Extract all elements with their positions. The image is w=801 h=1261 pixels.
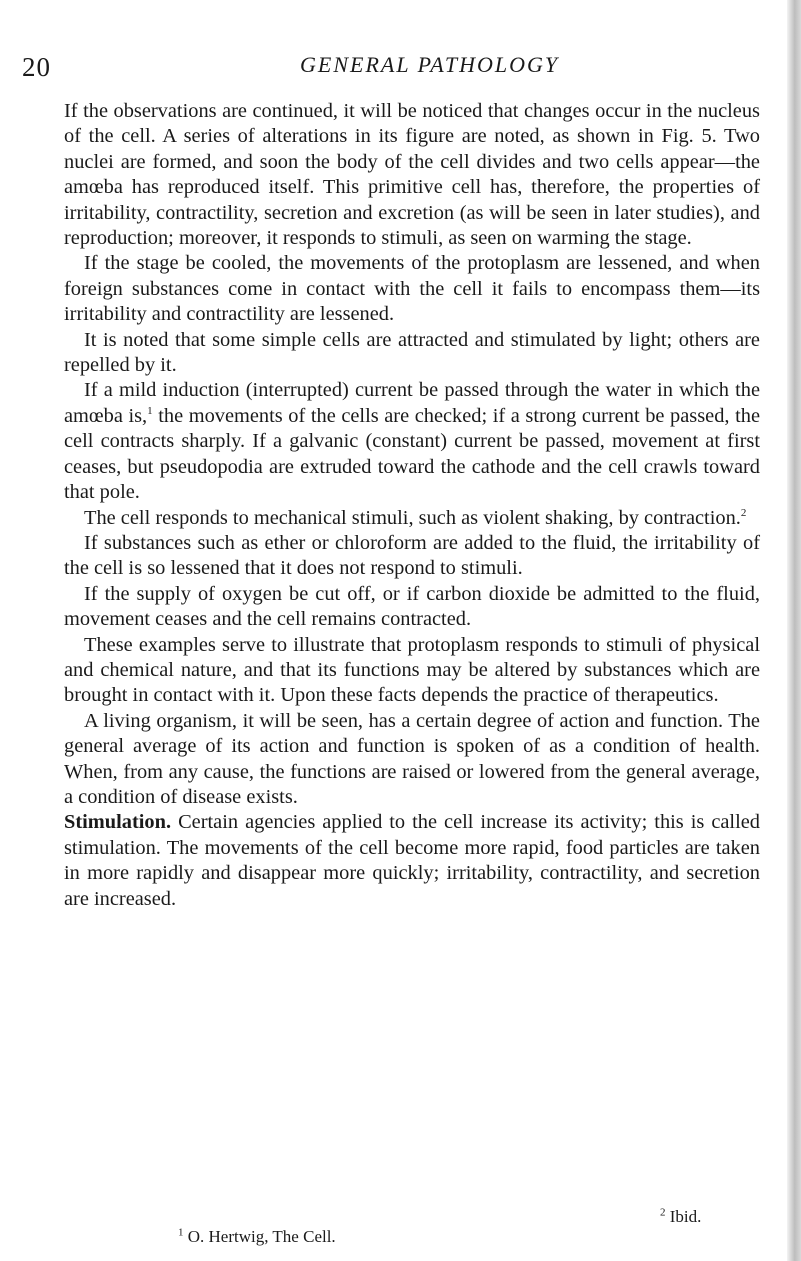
page-number: 20 bbox=[22, 52, 51, 82]
paragraph-examples: These examples serve to illustrate that protoplasm responds to stimuli of physical and chemical nature, and that its functions may be altered by substances which are brought in contact with it. Upon these facts depends the practice of therapeutics. bbox=[64, 633, 760, 707]
running-head: GENERAL PATHOLOGY bbox=[300, 52, 560, 77]
page-edge-shadow bbox=[787, 0, 801, 1261]
paragraph-stimulation bbox=[64, 810, 760, 912]
paragraph-text: If a mild induction (interrupted) current be passed through the water in which the amœba is, bbox=[64, 379, 760, 427]
paragraph-electric-current bbox=[64, 378, 760, 505]
paragraph-light: It is noted that some simple cells are attracted and stimulated by light; others are repelled by it. bbox=[64, 328, 760, 377]
footnote-ref-1: 1 bbox=[147, 405, 153, 418]
paragraph-text: Certain agencies applied to the cell increase its activity; this is called stimulation. The movements of the cell become more rapid, food particles are taken in more rapidly and disappear more quickly; irritability, contractility, and secretion are increased. bbox=[64, 811, 760, 910]
paragraph-text: The cell responds to mechanical stimuli, such as violent shaking, by contraction. bbox=[84, 506, 741, 529]
paragraph-cell-division: If the observations are continued, it will be noticed that changes occur in the nucleus of the cell. A series of alterations in its figure are noted, as shown in Fig. 5. Two nuclei are formed, and soon the body of the cell divides and two cells appear—the amœba has reproduced itself. This primitive cell has, therefore, the properties of irritability, contractility, secretion and excretion (as will be seen in later studies), and reproduction; moreover, it responds to stimuli, as seen on warming the stage. bbox=[64, 100, 760, 250]
paragraph-mechanical-stimuli bbox=[64, 506, 760, 531]
footnote-1 bbox=[178, 1227, 336, 1247]
body-text bbox=[64, 99, 760, 912]
paragraph-oxygen: If the supply of oxygen be cut off, or if carbon dioxide be admitted to the fluid, movement ceases and the cell remains contracted. bbox=[64, 582, 760, 631]
paragraph-anesthetics: If substances such as ether or chloroform are added to the fluid, the irritability of the cell is so lessened that it does not respond to stimuli. bbox=[64, 531, 760, 580]
footnote-mark: 2 bbox=[660, 1206, 666, 1219]
footnote-mark: 1 bbox=[178, 1226, 184, 1239]
footnote-2 bbox=[660, 1207, 701, 1227]
paragraph-text: the movements of the cells are checked; if a strong current be passed, the cell contracts sharply. If a galvanic (constant) current be passed, movement at first ceases, but pseudopodia are extruded toward the cathode and the cell crawls toward that pole. bbox=[64, 404, 760, 504]
footnote-ref-2: 2 bbox=[740, 506, 747, 519]
footnote-text: O. Hertwig, The Cell. bbox=[183, 1227, 336, 1246]
footnote-text: Ibid. bbox=[665, 1207, 702, 1226]
section-term: Stimulation. bbox=[64, 811, 172, 834]
paragraph-health-disease: A living organism, it will be seen, has a certain degree of action and function. The general average of its action and function is spoken of as a condition of health. When, from any cause, the functions are raised or lowered from the general average, a condition of disease exists. bbox=[64, 709, 760, 808]
paragraph-cooling: If the stage be cooled, the movements of the protoplasm are lessened, and when foreign substances come in contact with the cell it fails to encompass them—its irritability and contractility are lessened. bbox=[64, 252, 760, 326]
